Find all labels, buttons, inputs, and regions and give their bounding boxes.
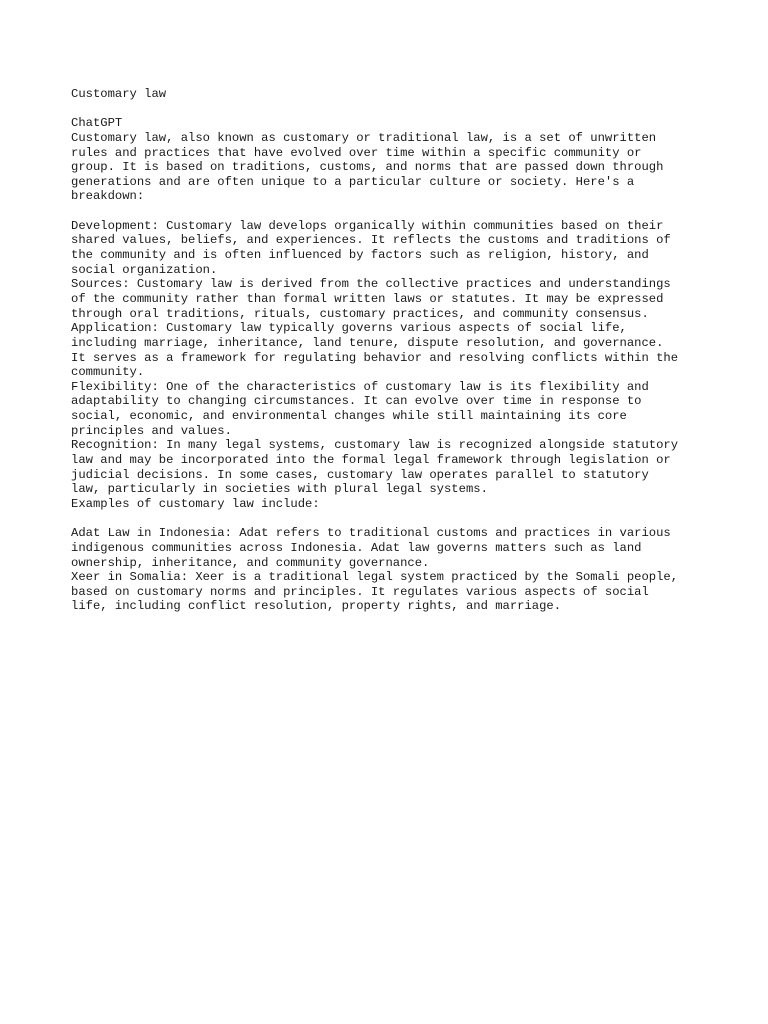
text-line: Application: Customary law typically governs various aspects of social life, xyxy=(71,321,627,336)
text-line: community. xyxy=(71,365,145,380)
text-line xyxy=(71,102,728,117)
text-line: law, particularly in societies with plural legal systems. xyxy=(71,482,488,497)
text-line: principles and values. xyxy=(71,423,232,438)
text-line: group. It is based on traditions, customs, and norms that are passed down through xyxy=(71,160,664,175)
text-line: indigenous communities across Indonesia. Adat law governs matters such as land xyxy=(71,540,642,555)
text-line: Xeer in Somalia: Xeer is a traditional legal system practiced by the Somali people, xyxy=(71,570,679,585)
document-title: Customary law xyxy=(71,87,167,101)
text-line: Sources: Customary law is derived from the collective practices and understandings xyxy=(71,277,671,292)
text-line: of the community rather than formal written laws or statutes. It may be expressed xyxy=(71,291,664,306)
text-line: including marriage, inheritance, land tenure, dispute resolution, and governance. xyxy=(71,335,664,350)
text-line: judicial decisions. In some cases, customary law operates parallel to statutory xyxy=(71,467,649,482)
text-line: rules and practices that have evolved over time within a specific community or xyxy=(71,145,642,160)
text-line xyxy=(71,512,728,527)
text-line: It serves as a framework for regulating behavior and resolving conflicts within the xyxy=(71,350,679,365)
text-line: social organization. xyxy=(71,262,218,277)
document-body xyxy=(71,87,728,614)
text-line: the community and is often influenced by factors such as religion, history, and xyxy=(71,248,649,263)
text-line: shared values, beliefs, and experiences. It reflects the customs and traditions of xyxy=(71,233,671,248)
text-line xyxy=(71,204,728,219)
text-line: Adat Law in Indonesia: Adat refers to traditional customs and practices in various xyxy=(71,526,671,541)
text-line: Development: Customary law develops organically within communities based on their xyxy=(71,218,664,233)
text-line: social, economic, and environmental changes while still maintaining its core xyxy=(71,409,627,424)
text-line: law and may be incorporated into the formal legal framework through legislation or xyxy=(71,453,671,468)
text-line: ChatGPT xyxy=(71,116,123,131)
text-line: Customary law, also known as customary or traditional law, is a set of unwritten xyxy=(71,130,657,145)
text-line: generations and are often unique to a particular culture or society. Here's a xyxy=(71,174,635,189)
text-line: adaptability to changing circumstances. It can evolve over time in response to xyxy=(71,394,642,409)
text-line: breakdown: xyxy=(71,189,145,204)
text-line: ownership, inheritance, and community governance. xyxy=(71,555,430,570)
text-line: Flexibility: One of the characteristics of customary law is its flexibility and xyxy=(71,379,649,394)
text-line: through oral traditions, rituals, customary practices, and community consensus. xyxy=(71,306,649,321)
text-line: Examples of customary law include: xyxy=(71,496,320,511)
text-line: life, including conflict resolution, property rights, and marriage. xyxy=(71,599,562,614)
text-line: based on customary norms and principles. It regulates various aspects of social xyxy=(71,584,649,599)
text-line: Recognition: In many legal systems, customary law is recognized alongside statutory xyxy=(71,438,679,453)
